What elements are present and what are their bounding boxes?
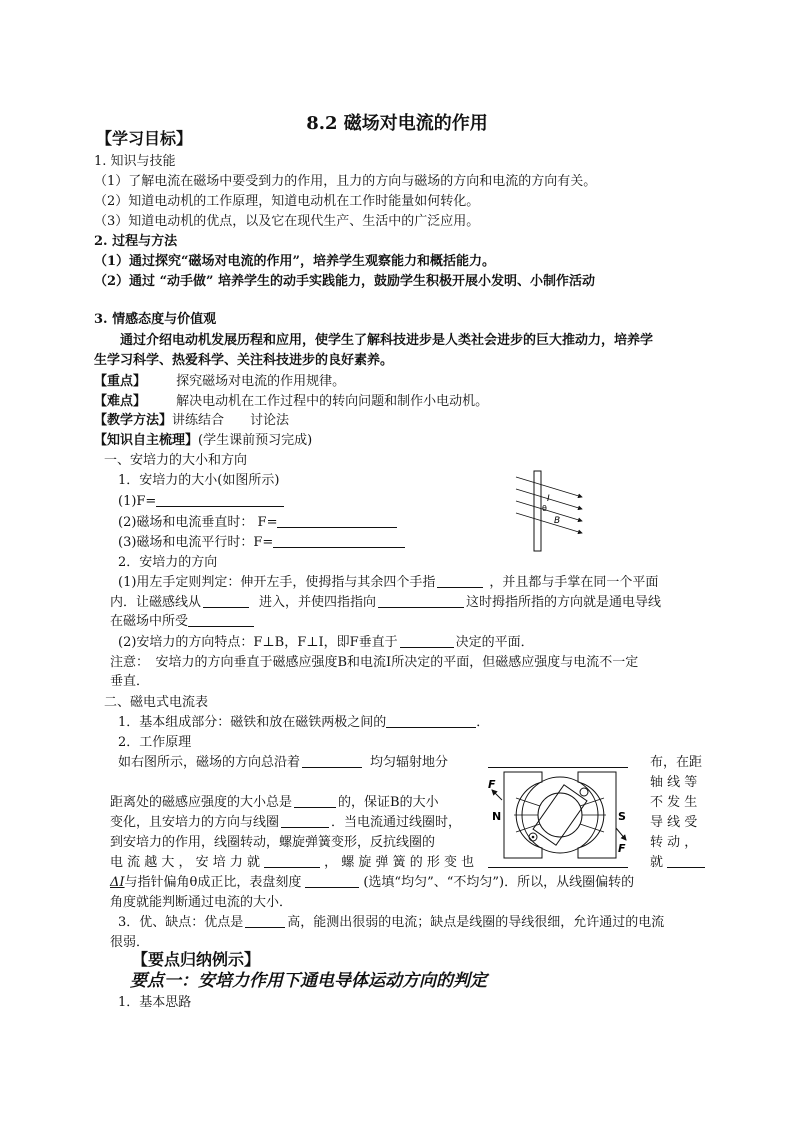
theta-label: θ: [542, 504, 547, 513]
key-point-tag: 【重点】: [94, 374, 147, 389]
knowledge-item-3: （3）知道电动机的优点，以及它在现代生产、生活中的广泛应用。: [94, 214, 480, 229]
difficulty-text: 解决电动机在工作过程中的转向问题和制作小电动机。: [176, 394, 489, 409]
principle-text-4a: 变化，且安培力的方向与线圈: [110, 815, 280, 830]
meter-heading: 二、磁电式电流表: [104, 695, 209, 710]
review-tag: 【知识自主梳理】: [94, 433, 199, 448]
formula-general: [118, 492, 284, 512]
field-label: B: [554, 516, 561, 526]
principle-right-1: 布，在距: [650, 755, 703, 770]
force-label-left: F: [488, 778, 496, 791]
left-hand-rule-line-1: [118, 573, 658, 593]
principle-text-6a: 电 流 越 大 ， 安 培 力 就: [110, 855, 261, 870]
iron-core: [538, 793, 582, 837]
blank-components[interactable]: [386, 713, 476, 728]
ampere-size-title: 1．安培力的大小(如图所示): [118, 473, 280, 488]
blank-principle-right-1[interactable]: [488, 753, 628, 768]
north-label: N: [492, 810, 502, 823]
formula-general-label: (1)F=: [118, 494, 157, 509]
ampere-heading: 一、安培力的大小和方向: [104, 453, 248, 468]
process-item-2: （2）通过 “动手做” 培养学生的动手实践能力，鼓励学生积极开展小发明、小制作活动: [94, 274, 596, 289]
blank-principle-coil-plane[interactable]: [281, 813, 329, 828]
principle-line-5: 到安培力的作用，线圈转动，螺旋弹簧变形，反抗线圈的: [110, 835, 436, 850]
blank-feature-plane[interactable]: [400, 633, 454, 648]
basic-idea-title: 1．基本思路: [118, 995, 192, 1010]
field-line-4: [516, 513, 582, 533]
objectives-heading: 【学习目标】: [96, 129, 193, 148]
meter-components: [118, 713, 489, 733]
attention-note-line-2: 垂直．: [110, 674, 150, 689]
principle-text-3a: 距离处的磁感应强度的大小总是: [110, 795, 293, 810]
blank-principle-deformation[interactable]: [667, 853, 705, 868]
blank-rule-palm[interactable]: [203, 593, 249, 608]
blank-principle-scale[interactable]: [305, 873, 359, 888]
page-title: 8.2 磁场对电流的作用: [306, 113, 488, 134]
conductor-field-figure: [514, 469, 590, 553]
review-note: (学生课前预习完成): [198, 433, 313, 448]
principle-text-3b: 的，保证B的大小: [338, 795, 439, 810]
principle-right-3: 不 发 生: [650, 795, 698, 810]
process-title: 2. 过程与方法: [94, 234, 178, 249]
principle-text-4b: ．当电流通过线圈时，: [331, 815, 462, 830]
blank-formula-parallel[interactable]: [273, 533, 405, 548]
principle-text-6c: 就: [650, 855, 664, 870]
principle-line-3: [110, 793, 439, 813]
direction-feature: [118, 633, 534, 653]
principle-line-6: [110, 853, 474, 873]
pros-cons-text-a: 3．优、缺点：优点是: [118, 915, 244, 930]
process-item-1: （1）通过探究“磁场对电流的作用”，培养学生观察能力和概括能力。: [94, 254, 496, 269]
principle-text-7b: 与指针偏角θ成正比，表盘刻度: [124, 875, 302, 890]
force-label-right: F: [618, 842, 626, 855]
method-tag: 【教学方法】: [94, 413, 173, 428]
key-point-text: 探究磁场对电流的作用规律。: [176, 374, 346, 389]
rule-text-b: ，并且都与手掌在同一个平面: [489, 575, 659, 590]
force-arrow-left: [492, 790, 502, 800]
blank-rule-current[interactable]: [378, 593, 464, 608]
field-line-3: [516, 501, 582, 521]
principle-text-6b: ， 螺 旋 弹 簧 的 形 变 也: [324, 855, 475, 870]
current-in-mark: [580, 788, 588, 796]
blank-principle-magnitude[interactable]: [294, 793, 336, 808]
left-hand-rule-line-3: [110, 612, 254, 632]
feature-text-a: (2)安培力的方向特点：F⊥B，F⊥I，即F垂直于: [118, 635, 398, 650]
principle-right-6: [650, 853, 705, 873]
knowledge-item-1: （1）了解电流在磁场中要受到力的作用，且力的方向与磁场的方向和电流的方向有关。: [94, 174, 597, 189]
attention-note-line-1: 注意： 安培力的方向垂直于磁感应强度B和电流I所决定的平面，但磁感应强度与电流不一定: [110, 655, 639, 670]
blank-formula-general[interactable]: [156, 492, 284, 507]
pros-cons-line-2: 很弱．: [110, 935, 150, 950]
rule-text-d: 进入，并使四指指向: [259, 595, 377, 610]
teaching-method: [94, 411, 289, 431]
components-text-a: 1．基本组成部分：磁铁和放在磁铁两极之间的: [118, 715, 387, 730]
rule-text-f: 在磁场中所受: [110, 614, 189, 629]
ampere-direction-title: 2．安培力的方向: [118, 555, 218, 570]
difficulty: [94, 392, 488, 412]
rule-text-a: (1)用左手定则判定：伸开左手，使拇指与其余四个手指: [118, 575, 436, 590]
feature-text-b: 决定的平面．: [455, 635, 534, 650]
blank-rule-force[interactable]: [188, 612, 254, 627]
knowledge-title: 1. 知识与技能: [94, 154, 176, 169]
formula-perpendicular: [118, 513, 397, 533]
blank-principle-radial[interactable]: [302, 753, 362, 768]
blank-principle-force-larger[interactable]: [264, 853, 320, 868]
key-point-1-title: 要点一：安培力作用下通电导体运动方向的判定: [130, 971, 487, 991]
south-label: S: [618, 810, 626, 823]
principle-line-8: 角度就能判断通过电流的大小．: [110, 895, 293, 910]
current-label: I: [547, 494, 550, 504]
principle-line-1: [118, 753, 448, 773]
method-text: 讲练结合 讨论法: [172, 413, 290, 428]
components-text-b: ．: [476, 715, 490, 730]
principle-right-5: 转 动 ，: [650, 835, 698, 850]
principle-line-7: [110, 873, 634, 893]
pros-cons-text-b: 高，能测出很弱的电流；缺点是线圈的导线很细，允许通过的电流: [287, 915, 665, 930]
blank-pros[interactable]: [245, 913, 285, 928]
attitude-title: 3. 情感态度与价值观: [94, 312, 217, 327]
force-arrow-right: [616, 828, 626, 840]
principle-text-1a: 如右图所示，磁场的方向总沿着: [118, 755, 301, 770]
working-principle-title: 2．工作原理: [118, 735, 192, 750]
principle-text-1b: 均匀辐射地分: [370, 755, 449, 770]
formula-perpendicular-label: (2)磁场和电流垂直时： F=: [118, 515, 278, 530]
key-point: [94, 372, 345, 392]
blank-formula-perpendicular[interactable]: [277, 513, 397, 528]
formula-parallel-label: (3)磁场和电流平行时：F=: [118, 535, 274, 550]
principle-text-7c: (选填“均匀”、“不均匀”)．所以，从线圈偏转的: [363, 875, 635, 890]
blank-rule-fingers[interactable]: [437, 573, 483, 588]
difficulty-tag: 【难点】: [94, 394, 147, 409]
rule-text-e: 这时拇指所指的方向就是通电导线: [466, 595, 662, 610]
current-out-dot: [532, 836, 535, 839]
principle-right-4: 导 线 受: [650, 815, 698, 830]
principle-line-4: [110, 813, 461, 833]
pros-cons-line-1: [118, 913, 664, 933]
principle-right-2: 轴 线 等: [650, 775, 698, 790]
knowledge-item-2: （2）知道电动机的工作原理，知道电动机在工作时能量如何转化。: [94, 194, 480, 209]
examples-heading: 【要点归纳例示】: [132, 950, 261, 969]
meter-figure: [486, 770, 634, 862]
formula-parallel: [118, 533, 405, 553]
rule-text-c: 内．让磁感线从: [110, 595, 202, 610]
left-hand-rule-line-2: [110, 593, 661, 613]
attitude-line-2: 生学习科学、热爱科学、关注科技进步的良好素养。: [94, 353, 394, 368]
principle-delta-i: ΔI: [110, 875, 125, 890]
attitude-line-1: 通过介绍电动机发展历程和应用，使学生了解科技进步是人类社会进步的巨大推动力，培养学: [120, 333, 654, 348]
knowledge-review: [94, 431, 312, 451]
